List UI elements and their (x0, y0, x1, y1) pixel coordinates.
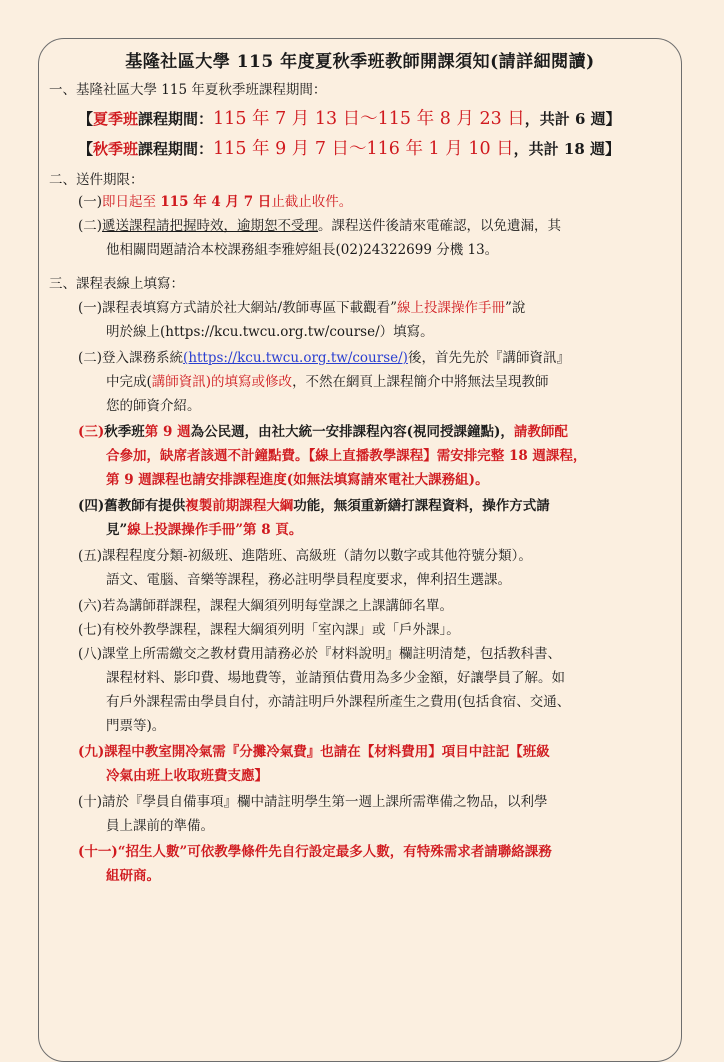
s3-item-4-line2: 見”線上投課操作手冊”第 8 頁。 (106, 522, 303, 538)
s3-item-3: (三)秋季班第 9 週為公民週，由社大統一安排課程內容(視同授課鐘點)，請教師配 (78, 424, 568, 440)
s3-item-7: (七)有校外教學課程，課程大綱須列明「室內課」或「戶外課」。 (78, 622, 460, 638)
s3-item-9: (九)課程中教室開冷氣需『分攤冷氣費』也請在【材料費用】項目中註記【班級 (78, 744, 550, 760)
s3-item-8-line4: 門票等)。 (106, 718, 166, 734)
s2-item-2-line2: 他相關問題請洽本校課務組李雅婷組長(02)24322699 分機 13。 (106, 242, 499, 258)
s3-item-10: (十)請於『學員自備事項』欄中請註明學生第一週上課所需準備之物品，以利學 (78, 794, 548, 810)
section-3-heading: 三、課程表線上填寫： (49, 276, 184, 292)
s3-item-3-line3: 第 9 週課程也請安排課程進度(如無法填寫請來電社大課務組)。 (106, 472, 489, 488)
s2-item-2: (二)遞送課程請把握時效，逾期恕不受理。課程送件後請來電確認，以免遺漏，其 (78, 218, 562, 234)
s3-item-2: (二)登入課務系統(https://kcu.twcu.org.tw/course/)後，首先先於『講師資訊』 (78, 350, 570, 366)
s3-item-8: (八)課堂上所需繳交之教材費用請務必於『材料說明』欄註明清楚，包括教科書、 (78, 646, 562, 662)
s3-item-5: (五)課程程度分類-初級班、進階班、高級班（請勿以數字或其他符號分類）。 (78, 548, 532, 564)
s3-item-8-line2: 課程材料、影印費、場地費等，並請預估費用為多少金額，好讓學員了解。如 (106, 670, 565, 686)
s3-item-1: (一)課程表填寫方式請於社大網站/教師專區下載觀看”線上投課操作手冊”說 (78, 300, 526, 316)
course-system-link[interactable]: (https://kcu.twcu.org.tw/course/) (183, 350, 408, 366)
s3-item-6: (六)若為講師群課程，課程大綱須列明每堂課之上課講師名單。 (78, 598, 454, 614)
s3-item-2-line3: 您的師資介紹。 (106, 398, 201, 414)
page-title: 基隆社區大學 115 年度夏秋季班教師開課須知(請詳細閱讀) (125, 52, 595, 72)
s3-item-8-line3: 有戶外課程需由學員自付，亦請註明戶外課程所產生之費用(包括食宿、交通、 (106, 694, 571, 710)
s3-item-10-line2: 員上課前的準備。 (106, 818, 214, 834)
section-1-heading: 一、基隆社區大學 115 年夏秋季班課程期間： (49, 82, 327, 98)
summer-term-line: 【夏季班課程期間：115 年 7 月 13 日～115 年 8 月 23 日，共計 6 週】 (78, 109, 621, 129)
s3-item-3-line2: 合參加，缺席者該週不計鐘點費。【線上直播教學課程】需安排完整 18 週課程， (106, 448, 587, 464)
s3-item-9-line2: 冷氣由班上收取班費支應】 (106, 768, 268, 784)
s3-item-5-line2: 語文、電腦、音樂等課程，務必註明學員程度要求，俾利招生選課。 (106, 572, 511, 588)
section-2-heading: 二、送件期限： (49, 172, 144, 188)
autumn-term-line: 【秋季班課程期間：115 年 9 月 7 日～116 年 1 月 10 日，共計 18 週】 (78, 139, 620, 159)
s3-item-11: (十一)“招生人數”可依教學條件先自行設定最多人數，有特殊需求者請聯絡課務 (78, 844, 552, 860)
s3-item-2-line2: 中完成(講師資訊)的填寫或修改，不然在網頁上課程簡介中將無法呈現教師 (106, 374, 549, 390)
s3-item-11-line2: 組研商。 (106, 868, 160, 884)
s3-item-1-line2: 明於線上(https://kcu.twcu.org.tw/course/）填寫。 (106, 324, 434, 340)
s2-item-1: (一)即日起至 115 年 4 月 7 日止截止收件。 (78, 194, 353, 210)
s3-item-4: (四)舊教師有提供複製前期課程大綱功能，無須重新繕打課程資料，操作方式請 (78, 498, 550, 514)
